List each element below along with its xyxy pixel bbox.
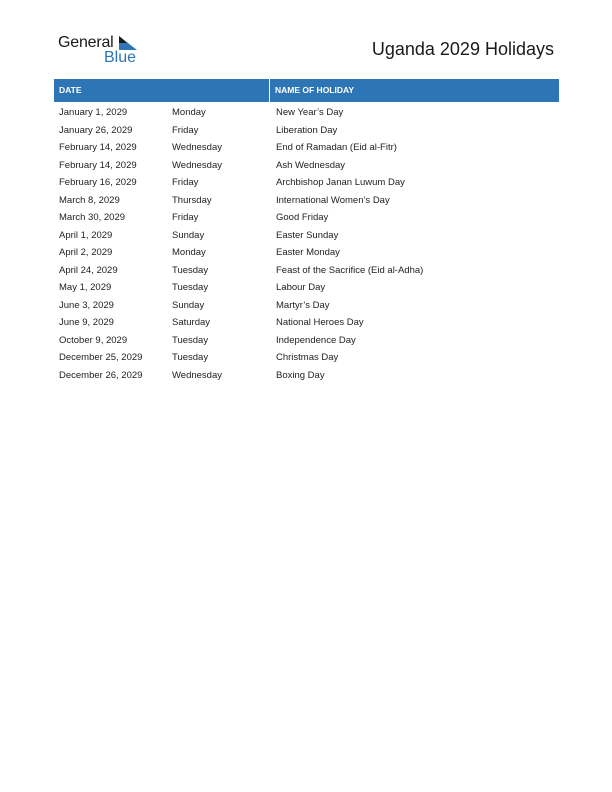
holiday-date: May 1, 2029 [59,282,112,293]
holiday-name: Labour Day [276,282,326,293]
table-row [54,297,559,315]
holiday-date: February 14, 2029 [59,142,137,153]
table-body [54,102,559,384]
holiday-date: March 8, 2029 [59,194,120,206]
holiday-date: January 26, 2029 [59,124,133,136]
holiday-weekday: Tuesday [172,352,209,363]
holiday-date: June 9, 2029 [59,317,114,328]
holiday-weekday: Wednesday [172,369,222,381]
holiday-weekday: Monday [172,107,206,118]
holiday-weekday: Wednesday [172,142,222,153]
table-row [54,174,559,192]
holiday-date: April 2, 2029 [59,247,113,258]
holiday-name: Liberation Day [276,124,338,136]
holiday-weekday: Monday [172,247,206,258]
holiday-weekday: Friday [172,124,199,136]
holiday-date: March 30, 2029 [59,212,126,223]
holiday-weekday: Tuesday [172,264,209,276]
holiday-weekday: Tuesday [172,282,209,293]
holiday-weekday: Wednesday [172,159,222,171]
holiday-weekday: Sunday [172,229,205,241]
holiday-date: December 25, 2029 [59,352,143,363]
table-row [54,157,559,175]
holiday-name: Easter Sunday [276,229,339,241]
holiday-name: Ash Wednesday [276,159,346,171]
holiday-weekday: Sunday [172,299,205,311]
holiday-weekday: Friday [172,212,199,223]
table-row [54,332,559,350]
holiday-name: End of Ramadan (Eid al-Fitr) [276,142,397,153]
holiday-date: December 26, 2029 [59,369,143,381]
holiday-weekday: Saturday [172,317,211,328]
column-header-date: DATE [54,79,270,102]
column-header-holiday-name: NAME OF HOLIDAY [275,85,355,95]
holiday-name: Good Friday [276,212,329,223]
holiday-name: Christmas Day [276,352,339,363]
holiday-weekday: Friday [172,177,199,188]
holiday-name: Archbishop Janan Luwum Day [276,177,405,188]
logo-text-blue: Blue [104,49,137,66]
logo-text-general: General [58,34,114,51]
table-row [54,192,559,210]
holiday-name: New Year’s Day [276,107,344,118]
holiday-date: June 3, 2029 [59,299,114,311]
table-row [54,139,559,157]
holiday-name: Martyr’s Day [276,299,330,311]
page-title: Uganda 2029 Holidays [371,39,554,59]
table-row [54,244,559,262]
holiday-date: January 1, 2029 [59,107,128,118]
holiday-date: April 24, 2029 [59,264,118,276]
table-row [54,262,559,280]
holiday-name: International Women’s Day [276,194,390,206]
table-row [54,279,559,297]
table-row [54,209,559,227]
holiday-name: Boxing Day [276,369,325,381]
holiday-name: National Heroes Day [276,317,364,328]
holiday-name: Independence Day [276,334,356,346]
holiday-weekday: Tuesday [172,334,209,346]
table-row [54,227,559,245]
holiday-date: February 16, 2029 [59,177,137,188]
holiday-name: Easter Monday [276,247,340,258]
holidays-table [54,79,559,384]
table-row [54,104,559,122]
table-row [54,349,559,367]
brand-logo [58,34,148,68]
table-header [54,79,559,102]
holiday-date: April 1, 2029 [59,229,113,241]
table-row [54,367,559,385]
table-row [54,122,559,140]
holiday-weekday: Thursday [172,194,212,206]
holiday-name: Feast of the Sacrifice (Eid al-Adha) [276,264,424,276]
holiday-date: February 14, 2029 [59,159,137,171]
holiday-date: October 9, 2029 [59,334,128,346]
logo-triangle-icon [119,36,137,50]
table-row [54,314,559,332]
